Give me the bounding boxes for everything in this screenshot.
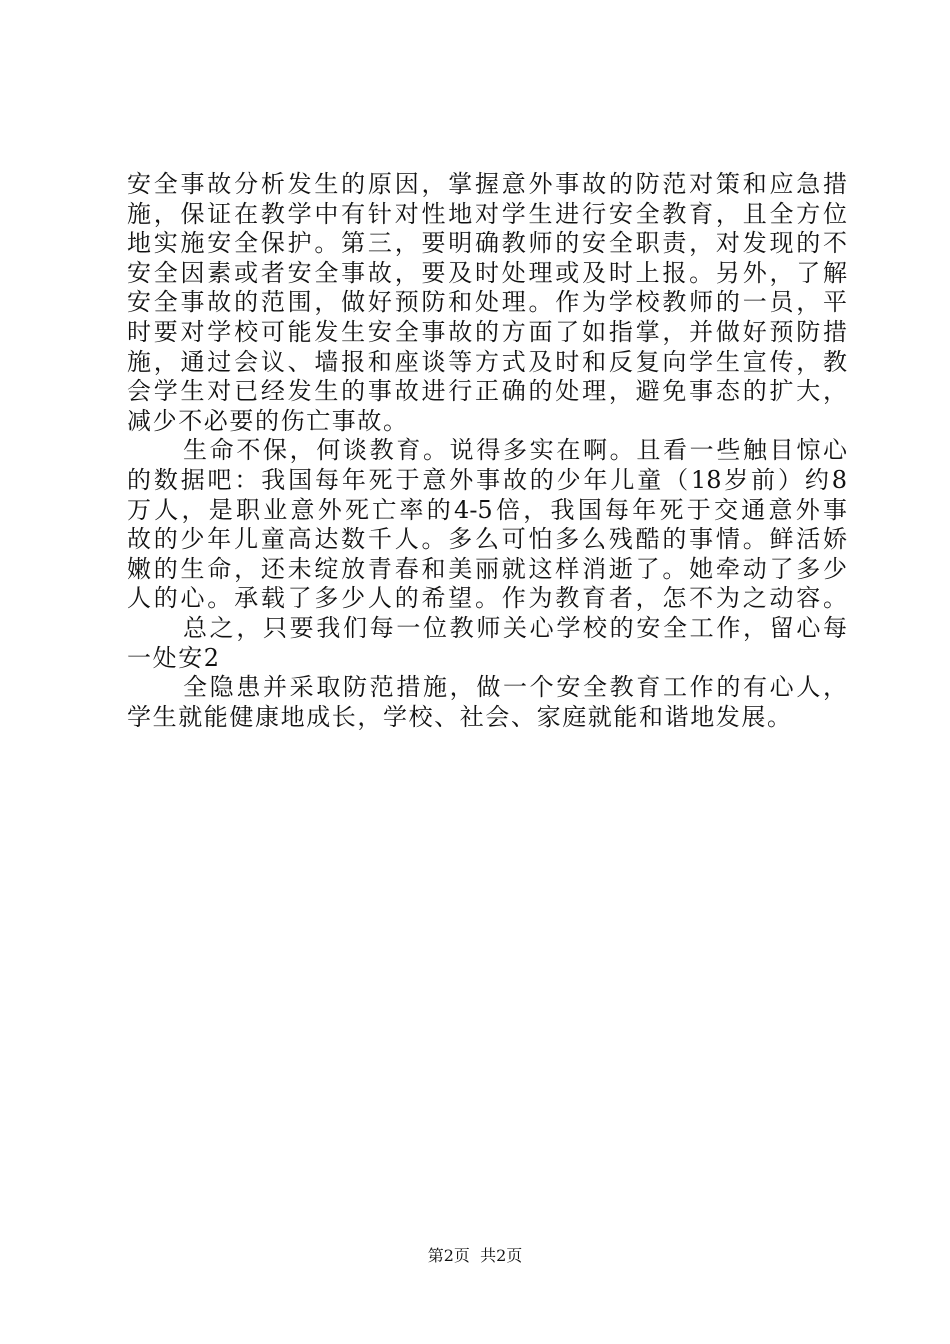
text-line: 减少不必要的伤亡事故。 [127, 406, 409, 435]
text-line: 施，保证在教学中有针对性地对学生进行安全教育，且全方位 [127, 199, 847, 228]
text-line: 时要对学校可能发生安全事故的方面了如指掌，并做好预防措 [127, 317, 847, 346]
text-line: 安全事故分析发生的原因，掌握意外事故的防范对策和应急措 [127, 170, 847, 198]
text-line: 一处安2 [127, 643, 221, 672]
text-line: 会学生对已经发生的事故进行正确的处理，避免事态的扩大， [127, 377, 847, 406]
text-line: 生命不保，何谈教育。说得多实在啊。且看一些触目惊心 [183, 436, 847, 465]
text-line: 学生就能健康地成长，学校、社会、家庭就能和谐地发展。 [127, 702, 793, 731]
text-line: 安全因素或者安全事故，要及时处理或及时上报。另外，了解 [127, 258, 847, 287]
text-line: 人的心。承载了多少人的希望。作为教育者，怎不为之动容。 [127, 584, 847, 613]
text-line: 全隐患并采取防范措施，做一个安全教育工作的有心人， [183, 673, 847, 702]
text-line: 地实施安全保护。第三，要明确教师的安全职责，对发现的不 [127, 229, 847, 258]
text-line: 嫩的生命，还未绽放青春和美丽就这样消逝了。她牵动了多少 [127, 554, 847, 583]
text-line: 施，通过会议、墙报和座谈等方式及时和反复向学生宣传，教 [127, 347, 847, 376]
page-footer: 第2页 共2页 [427, 1246, 523, 1265]
document-body [127, 170, 847, 732]
text-line: 安全事故的范围，做好预防和处理。作为学校教师的一员，平 [127, 288, 847, 317]
text-line: 万人，是职业意外死亡率的4-5倍，我国每年死于交通意外事 [127, 495, 847, 524]
text-line: 故的少年儿童高达数千人。多么可怕多么残酷的事情。鲜活娇 [127, 525, 847, 554]
text-line: 的数据吧：我国每年死于意外事故的少年儿童（18岁前）约8 [127, 465, 847, 494]
text-line: 总之，只要我们每一位教师关心学校的安全工作，留心每 [183, 613, 847, 642]
